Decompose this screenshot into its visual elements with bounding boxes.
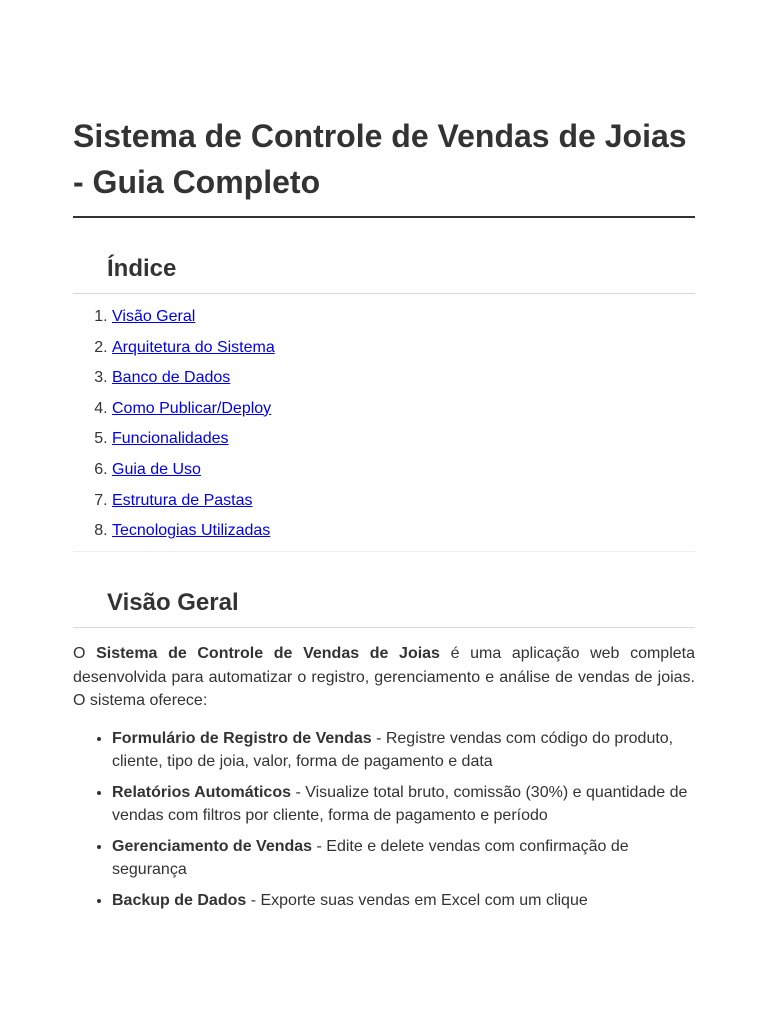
feature-desc: - Edite e delete vendas com confirmação de segurança xyxy=(112,837,629,879)
toc-link-tecnologias[interactable]: Tecnologias Utilizadas xyxy=(112,522,271,540)
toc-item xyxy=(112,398,695,420)
toc-link-guia-de-uso[interactable]: Guia de Uso xyxy=(112,460,201,478)
toc-item xyxy=(112,306,695,328)
intro-suffix: é uma aplicação web completa desenvolvida para automatizar o registro, gerenciamento e análise de vendas de joias. O sistema oferece: xyxy=(73,645,695,710)
toc-link-publicar-deploy[interactable]: Como Publicar/Deploy xyxy=(112,399,272,417)
feature-title: Backup de Dados xyxy=(112,891,247,909)
toc-link-funcionalidades[interactable]: Funcionalidades xyxy=(112,430,229,448)
toc-item xyxy=(112,428,695,450)
toc-item xyxy=(112,490,695,512)
toc-item xyxy=(112,337,695,359)
page-title: Sistema de Controle de Vendas de Joias - Guia Completo xyxy=(73,113,695,218)
toc-link-arquitetura[interactable]: Arquitetura do Sistema xyxy=(112,338,275,356)
toc-item xyxy=(112,459,695,481)
toc-link-visao-geral[interactable]: Visão Geral xyxy=(112,308,196,325)
toc-list xyxy=(73,306,695,542)
feature-desc: - Exporte suas vendas em Excel com um clique xyxy=(246,891,588,909)
overview-section xyxy=(73,587,695,912)
feature-title: Formulário de Registro de Vendas xyxy=(112,729,372,747)
feature-item xyxy=(112,727,695,774)
feature-item xyxy=(112,889,695,913)
feature-title: Gerenciamento de Vendas xyxy=(112,837,313,855)
feature-title: Relatórios Automáticos xyxy=(112,783,291,801)
intro-prefix: O xyxy=(73,645,97,663)
table-of-contents xyxy=(73,253,695,552)
feature-desc: - Registre vendas com código do produto, cliente, tipo de joia, valor, forma de pagamento e data xyxy=(112,729,674,771)
overview-heading: Visão Geral xyxy=(73,587,695,628)
section-divider xyxy=(73,551,695,552)
feature-item xyxy=(112,835,695,882)
document-page xyxy=(73,0,695,912)
feature-item xyxy=(112,781,695,828)
feature-list xyxy=(73,727,695,913)
toc-link-estrutura-de-pastas[interactable]: Estrutura de Pastas xyxy=(112,491,253,509)
overview-intro xyxy=(73,642,695,713)
toc-heading: Índice xyxy=(73,253,695,294)
toc-link-banco-de-dados[interactable]: Banco de Dados xyxy=(112,369,231,387)
toc-item xyxy=(112,520,695,542)
intro-system-name: Sistema de Controle de Vendas de Joias xyxy=(96,645,440,663)
toc-item xyxy=(112,367,695,389)
feature-desc: - Visualize total bruto, comissão (30%) e quantidade de vendas com filtros por cliente, forma de pagamento e período xyxy=(112,783,688,825)
